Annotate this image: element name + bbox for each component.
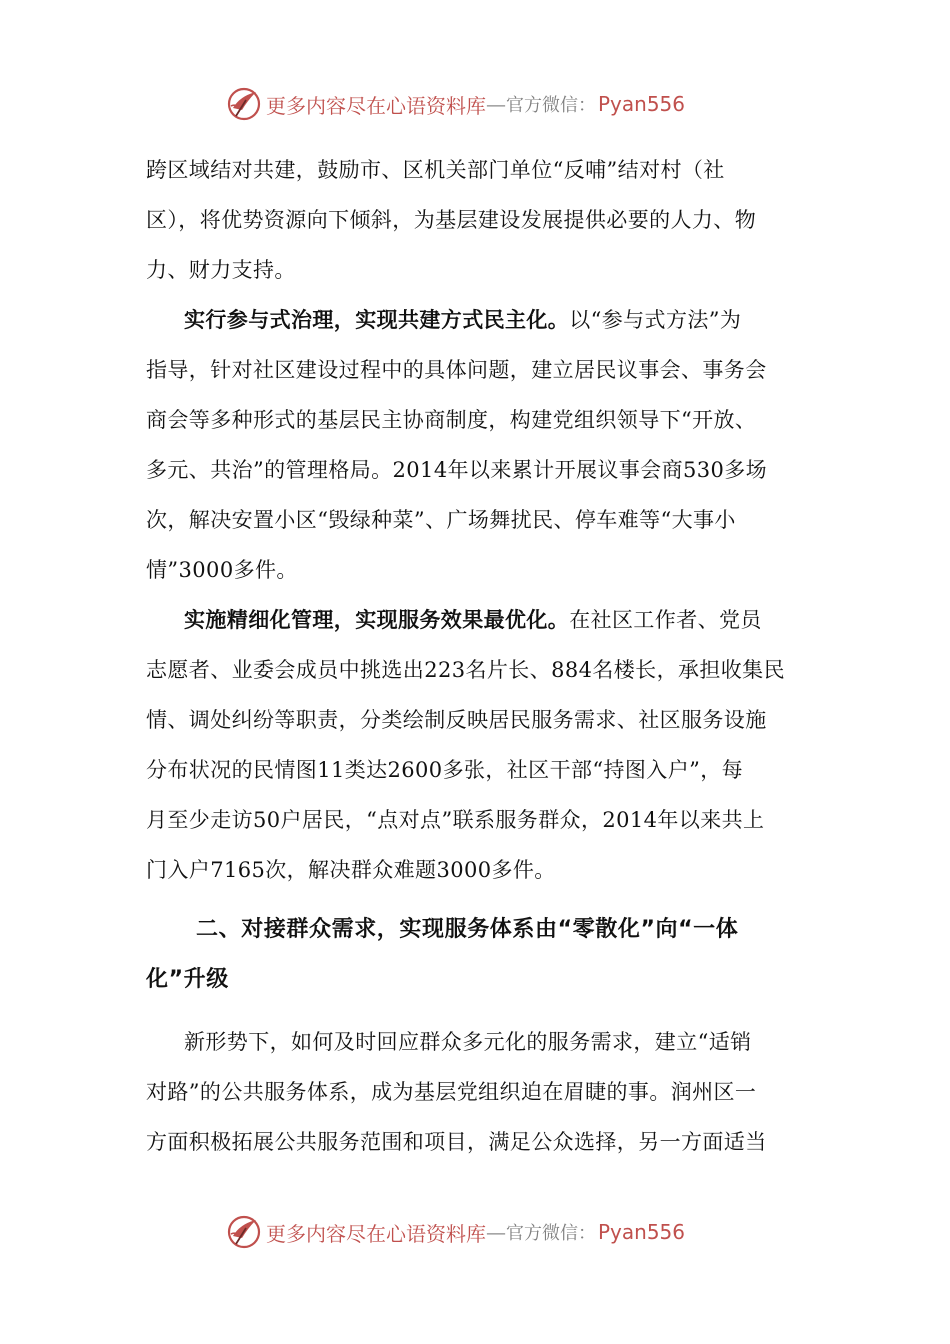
p3-line-3: 情、调处纠纷等职责，分类绘制反映居民服务需求、社区服务设施 xyxy=(146,708,767,732)
p3-line-1 xyxy=(184,605,762,635)
p4-line-3: 方面积极拓展公共服务范围和项目，满足公众选择，另一方面适当 xyxy=(146,1130,767,1154)
p3-first-rest: 在社区工作者、党员 xyxy=(569,608,762,632)
banner-title: 更多内容尽在心语资料库 xyxy=(266,93,486,118)
p2-line-5: 次，解决安置小区“毁绿种菜”、广场舞扰民、停车难等“大事小 xyxy=(146,508,736,532)
banner-wechat-id: Pyan556 xyxy=(598,92,686,116)
p3-line-5: 月至少走访50户居民，“点对点”联系服务群众，2014年以来共上 xyxy=(146,808,765,832)
header-banner xyxy=(226,84,685,124)
banner-wechat-id: Pyan556 xyxy=(598,1220,686,1244)
p1-line-3: 力、财力支持。 xyxy=(146,258,296,282)
banner-title: 更多内容尽在心语资料库 xyxy=(266,1221,486,1246)
p2-bold-lead: 实行参与式治理，实现共建方式民主化。 xyxy=(184,307,570,332)
p3-line-6: 门入户7165次，解决群众难题3000多件。 xyxy=(146,858,556,882)
quill-pen-logo-icon xyxy=(226,1214,262,1250)
banner-label: 官方微信： xyxy=(506,95,596,116)
p1-line-1: 跨区域结对共建，鼓励市、区机关部门单位“反哺”结对村（社 xyxy=(146,158,725,182)
p3-bold-lead: 实施精细化管理，实现服务效果最优化。 xyxy=(184,607,570,632)
section-heading-line-1: 二、对接群众需求，实现服务体系由“零散化”向“一体 xyxy=(196,917,739,942)
p4-line-2: 对路”的公共服务体系，成为基层党组织迫在眉睫的事。润州区一 xyxy=(146,1080,757,1104)
footer-banner xyxy=(226,1212,685,1252)
p2-first-rest: 以“参与式方法”为 xyxy=(569,308,742,332)
p1-line-2: 区），将优势资源向下倾斜，为基层建设发展提供必要的人力、物 xyxy=(146,208,757,232)
quill-pen-logo-icon xyxy=(226,86,262,122)
banner-label: 官方微信： xyxy=(506,1223,596,1244)
p2-line-4: 多元、共治”的管理格局。2014年以来累计开展议事会商530多场 xyxy=(146,458,768,482)
p2-line-3: 商会等多种形式的基层民主协商制度，构建党组织领导下“开放、 xyxy=(146,408,757,432)
p4-line-1: 新形势下，如何及时回应群众多元化的服务需求，建立“适销 xyxy=(184,1030,752,1054)
p3-line-2: 志愿者、业委会成员中挑选出223名片长、884名楼长，承担收集民 xyxy=(146,658,785,682)
section-heading-line-2: 化”升级 xyxy=(146,967,229,992)
banner-dash: — xyxy=(486,1220,506,1244)
p2-line-6: 情”3000多件。 xyxy=(146,558,298,582)
p3-line-4: 分布状况的民情图11类达2600多张，社区干部“持图入户”，每 xyxy=(146,758,744,782)
p2-line-1 xyxy=(184,305,741,335)
banner-dash: — xyxy=(486,92,506,116)
p2-line-2: 指导，针对社区建设过程中的具体问题，建立居民议事会、事务会 xyxy=(146,358,767,382)
